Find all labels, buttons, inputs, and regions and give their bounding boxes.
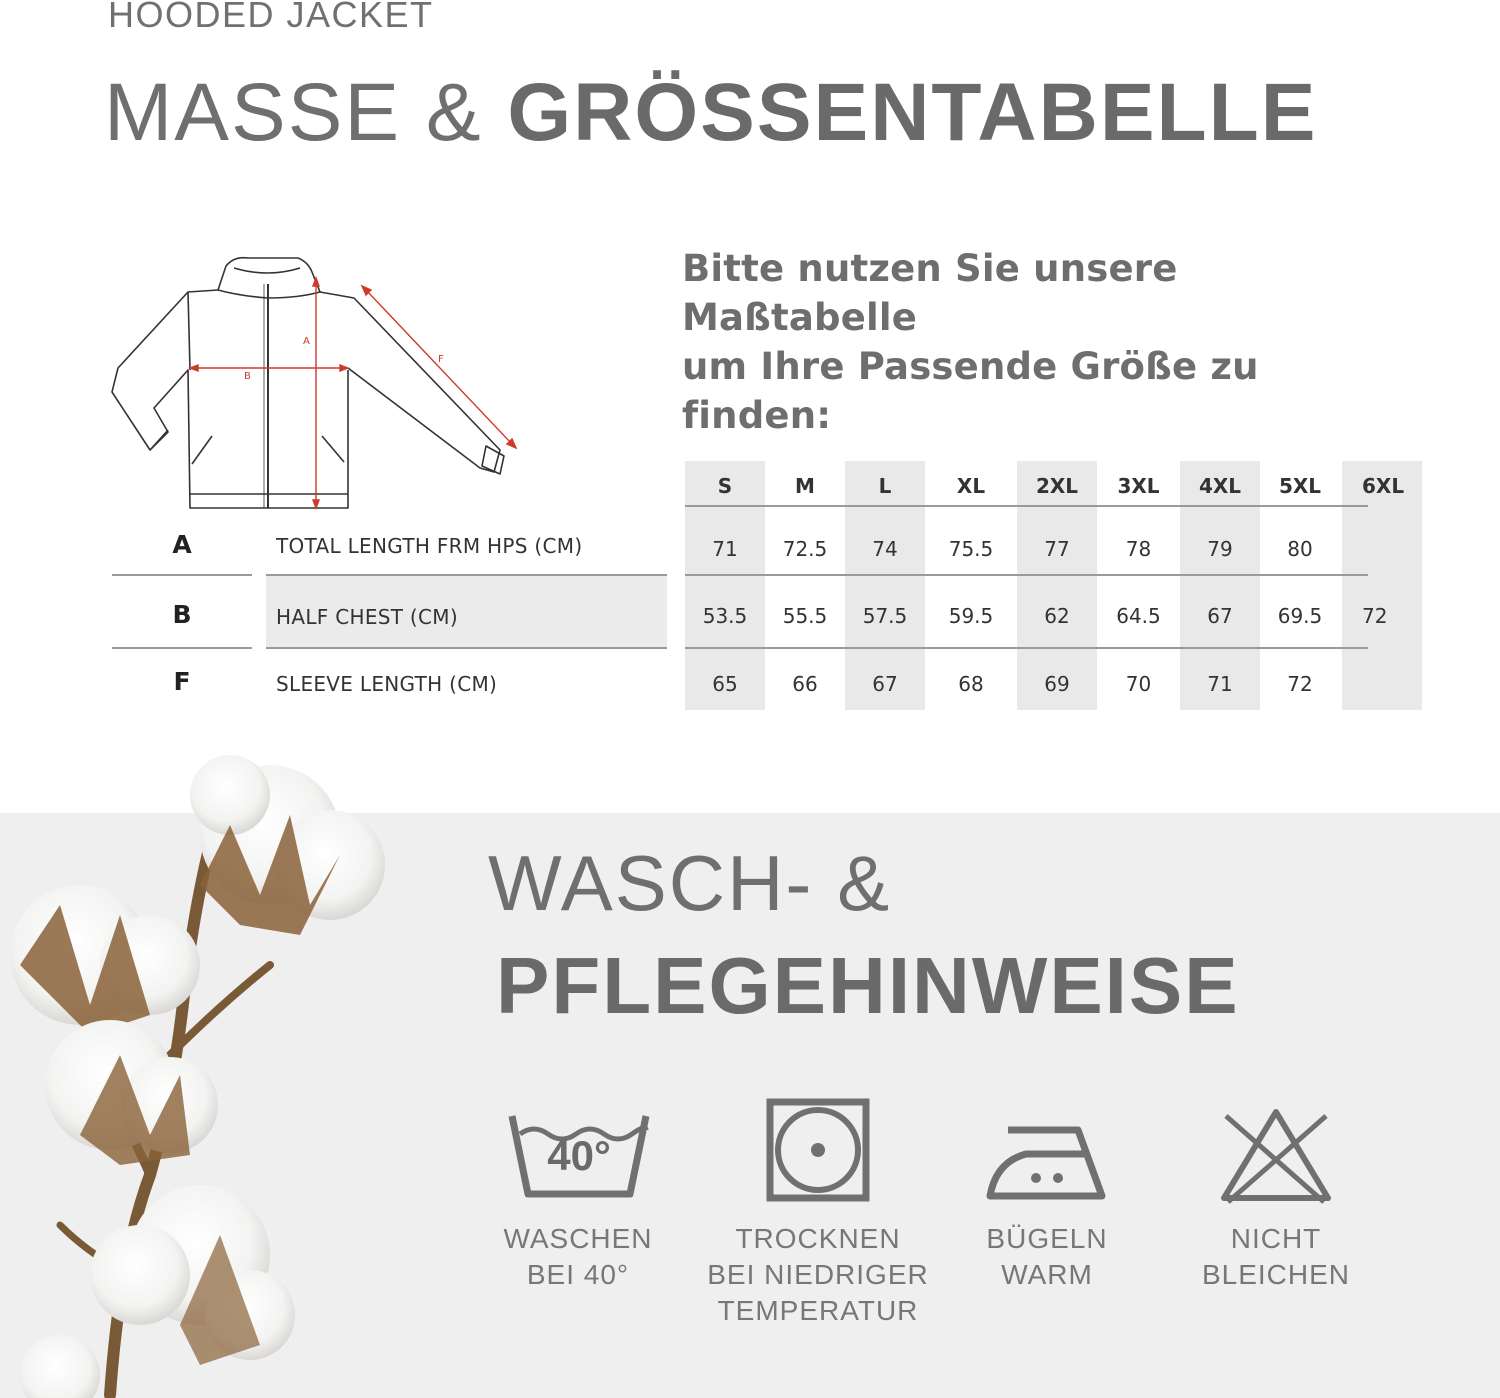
title-light-part: MASSE & [104, 67, 508, 158]
size-value: 69 [1044, 672, 1070, 696]
size-value: 75.5 [948, 537, 994, 561]
size-value: 80 [1287, 537, 1313, 561]
size-header: XL [956, 474, 986, 498]
size-header: 6XL [1362, 474, 1405, 498]
cotton-branch-image [0, 755, 420, 1398]
page-title [104, 66, 1317, 160]
care-title-line-2: PFLEGEHINWEISE [496, 941, 1240, 1030]
size-column-m [765, 461, 845, 710]
size-value: 71 [712, 537, 738, 561]
diagram-label-f: F [438, 354, 444, 365]
size-column-s [685, 461, 765, 710]
care-label-line: BEI 40° [526, 1259, 630, 1290]
size-header: 5XL [1278, 474, 1322, 498]
care-label-line: TEMPERATUR [717, 1295, 919, 1326]
instructions-line-1: Bitte nutzen Sie unsere Maßtabelle [682, 247, 1178, 339]
row-label-total-length: TOTAL LENGTH FRM HPS (CM) [276, 534, 583, 558]
size-value: 74 [872, 537, 898, 561]
row-divider [112, 647, 252, 649]
care-label-dry [688, 1221, 948, 1329]
care-label-line: BÜGELN [986, 1223, 1108, 1254]
size-header: S [717, 474, 733, 498]
care-label-line: NICHT [1230, 1223, 1322, 1254]
size-value: 72.5 [782, 537, 828, 561]
size-column-l [845, 461, 925, 710]
row-divider [685, 574, 1368, 576]
row-label-sleeve-length: SLEEVE LENGTH (CM) [276, 672, 498, 696]
size-column-2xl [1017, 461, 1097, 710]
size-value: 55.5 [782, 604, 828, 628]
row-letter-b: B [172, 600, 192, 629]
size-value: 53.5 [702, 604, 748, 628]
row-label-half-chest: HALF CHEST (CM) [266, 576, 667, 647]
tumble-dry-low-icon [766, 1098, 870, 1202]
table-header-divider [685, 505, 1368, 507]
size-value: 67 [1207, 604, 1233, 628]
size-value: 77 [1044, 537, 1070, 561]
size-column-5xl [1260, 461, 1340, 710]
size-value: 67 [872, 672, 898, 696]
size-value: 79 [1207, 537, 1233, 561]
size-header: 2XL [1035, 474, 1079, 498]
size-column-3xl [1097, 461, 1180, 710]
care-label-iron [947, 1221, 1147, 1293]
row-divider [112, 574, 252, 576]
diagram-label-a: A [303, 336, 310, 347]
size-value: 69.5 [1277, 604, 1323, 628]
diagram-label-b: B [244, 371, 251, 382]
care-label-bleach [1176, 1221, 1376, 1293]
row-letter-a: A [172, 530, 192, 559]
size-column-4xl [1180, 461, 1260, 710]
instructions-line-2: um Ihre Passende Größe zu finden: [682, 345, 1259, 437]
row-divider [685, 647, 1368, 649]
size-value: 66 [792, 672, 818, 696]
size-value: 68 [958, 672, 984, 696]
care-label-line: BLEICHEN [1201, 1259, 1351, 1290]
care-label-wash [478, 1221, 678, 1293]
size-chart-instructions [682, 244, 1402, 440]
care-label-line: TROCKNEN [735, 1223, 901, 1254]
size-value: 64.5 [1116, 604, 1161, 628]
size-value: 62 [1044, 604, 1070, 628]
care-label-line: WASCHEN [503, 1223, 653, 1254]
care-label-line: WARM [1001, 1259, 1093, 1290]
care-title-line-1: WASCH- & [488, 839, 892, 927]
size-column-6xl [1342, 461, 1422, 710]
size-table [685, 461, 1405, 710]
size-column-xl [925, 461, 1017, 710]
size-value: 72 [1362, 604, 1388, 628]
size-header: M [795, 474, 815, 498]
product-subtitle: HOODED JACKET [108, 0, 434, 35]
size-value: 71 [1207, 672, 1233, 696]
no-bleach-icon [1218, 1106, 1334, 1204]
wash-temperature-label: 40° [547, 1132, 611, 1179]
size-value: 70 [1125, 672, 1152, 696]
care-label-line: BEI NIEDRIGER [707, 1259, 929, 1290]
size-value: 57.5 [862, 604, 908, 628]
jacket-measurement-diagram [108, 250, 528, 515]
size-header: L [878, 474, 892, 498]
size-header: 4XL [1198, 474, 1242, 498]
title-bold-part: GRÖSSENTABELLE [507, 67, 1318, 158]
size-value: 65 [712, 672, 738, 696]
iron-warm-icon [986, 1122, 1108, 1202]
size-value: 72 [1287, 672, 1313, 696]
size-header: 3XL [1117, 474, 1160, 498]
size-value: 59.5 [948, 604, 994, 628]
size-value: 78 [1125, 537, 1152, 561]
row-letter-f: F [173, 667, 191, 696]
